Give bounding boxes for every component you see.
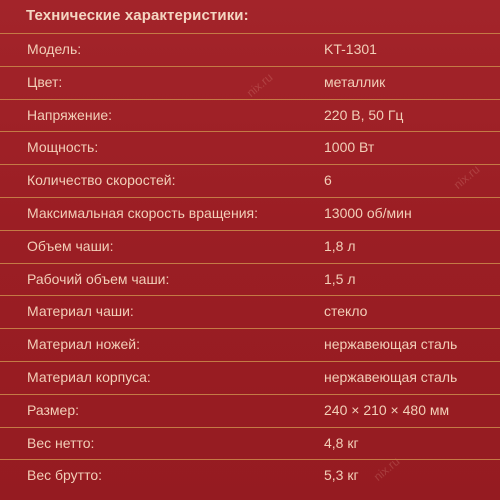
spec-row	[0, 230, 500, 263]
spec-row	[0, 427, 500, 460]
spec-value: нержавеющая сталь	[324, 336, 458, 353]
spec-value: 1,8 л	[324, 237, 356, 254]
spec-row	[0, 328, 500, 361]
spec-value: 240 × 210 × 480 мм	[324, 401, 450, 418]
spec-value: металлик	[324, 73, 386, 90]
spec-label: Модель:	[27, 41, 82, 57]
spec-row	[0, 99, 500, 132]
spec-label: Объем чаши:	[27, 237, 114, 254]
spec-label: Вес брутто:	[27, 467, 103, 484]
spec-label: Материал ножей:	[27, 336, 141, 353]
watermark: nix.ru	[243, 70, 276, 100]
spec-label: Вес нетто:	[27, 434, 95, 451]
spec-row	[0, 361, 500, 394]
spec-row	[0, 66, 500, 99]
spec-row	[0, 263, 500, 296]
spec-row	[0, 394, 500, 427]
spec-table	[0, 33, 500, 492]
spec-value: KT-1301	[324, 41, 377, 57]
spec-label: Материал чаши:	[27, 303, 134, 320]
spec-value: 1000 Вт	[324, 139, 375, 156]
spec-label: Напряжение:	[27, 106, 113, 123]
spec-label: Размер:	[27, 401, 80, 418]
spec-label: Максимальная скорость вращения:	[27, 204, 258, 221]
spec-row	[0, 131, 500, 164]
spec-label: Цвет:	[27, 73, 63, 90]
spec-value: 13000 об/мин	[324, 204, 412, 221]
spec-value: 6	[324, 172, 332, 189]
spec-value: 220 В, 50 Гц	[324, 106, 404, 123]
spec-label: Материал корпуса:	[27, 368, 151, 385]
spec-row	[0, 295, 500, 328]
spec-value: 4,8 кг	[324, 434, 359, 451]
spec-row	[0, 459, 500, 492]
watermark: nix.ru	[370, 454, 403, 484]
spec-row	[0, 33, 500, 66]
spec-value: 5,3 кг	[324, 467, 359, 484]
spec-label: Количество скоростей:	[27, 172, 176, 189]
page-title: Технические характеристики:	[26, 7, 249, 24]
spec-label: Рабочий объем чаши:	[27, 270, 170, 287]
spec-row	[0, 164, 500, 197]
spec-label: Мощность:	[27, 139, 99, 156]
spec-value: стекло	[324, 303, 368, 320]
spec-value: нержавеющая сталь	[324, 368, 458, 385]
watermark: nix.ru	[450, 162, 483, 192]
spec-value: 1,5 л	[324, 270, 356, 287]
spec-row	[0, 197, 500, 230]
